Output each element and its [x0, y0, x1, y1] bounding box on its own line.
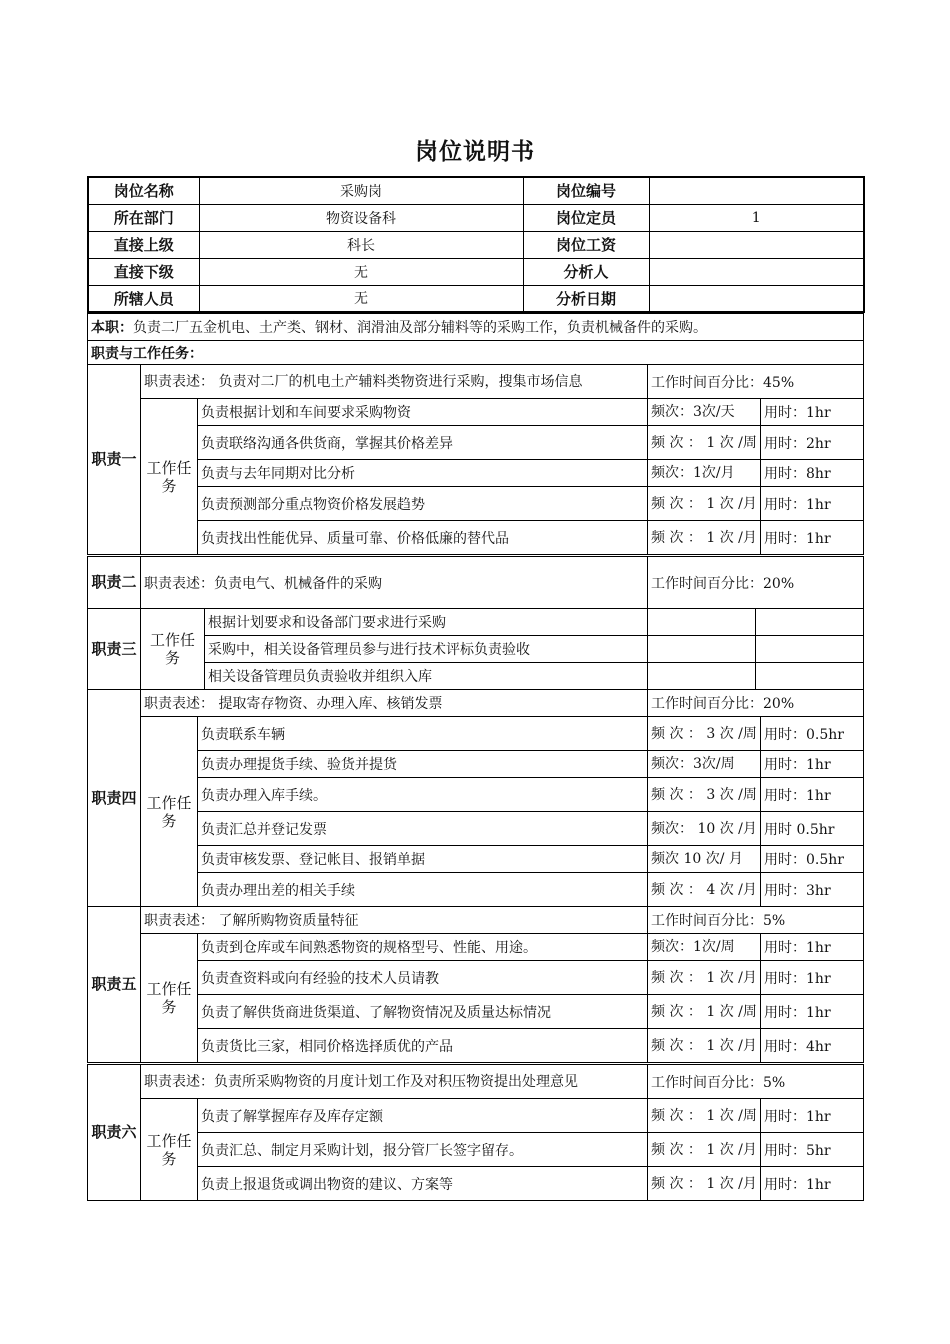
duty-1-task-5-time: 用时：1hr: [761, 521, 864, 555]
duty-4-task-4-time: 用时 0.5hr: [761, 812, 864, 846]
duty-2-percent: 工作时间百分比：20%: [648, 557, 864, 609]
duty-3-task-2-time: [756, 636, 864, 663]
page-title: 岗位说明书: [415, 139, 535, 165]
header-table: [87, 176, 865, 313]
subordinate-value: 无: [199, 258, 523, 285]
duty-1-task-3-time: 用时：8hr: [761, 460, 864, 487]
staff-label: 所辖人员: [88, 285, 199, 312]
duty-1-task-3: 负责与去年同期对比分析: [198, 460, 648, 487]
duty-6-task-1-time: 用时：1hr: [761, 1099, 864, 1133]
duty-4-task-6-time: 用时：3hr: [761, 873, 864, 907]
duty-5-task-4-freq: 频 次 ： 1 次 /月: [648, 1029, 761, 1063]
duty-4-task-2-time: 用时：1hr: [761, 751, 864, 778]
duty-4-task-4-freq: 频次： 10 次 /月: [648, 812, 761, 846]
duty-4-task-5: 负责审核发票、登记帐目、报销单据: [198, 846, 648, 873]
duty-4-task-1-freq: 频 次 ： 3 次 /周: [648, 717, 761, 751]
duty-6: [87, 1064, 864, 1201]
duty-6-percent: 工作时间百分比：5%: [648, 1065, 864, 1099]
duty-1-percent: 工作时间百分比：45%: [648, 365, 864, 399]
duty-6-statement: 职责表述：负责所采购物资的月度计划工作及对积压物资提出处理意见: [141, 1065, 648, 1099]
duty-6-work-label: 工作任务: [141, 1099, 198, 1201]
duty-1-task-2-freq: 频 次 ： 1 次 /周: [648, 426, 761, 460]
duty-4-task-1-time: 用时：0.5hr: [761, 717, 864, 751]
analysis-date-label: 分析日期: [523, 285, 649, 312]
duty-4-task-3: 负责办理入库手续。: [198, 778, 648, 812]
duty-3-task-3-time: [756, 663, 864, 690]
duty-4-task-1: 负责联系车辆: [198, 717, 648, 751]
position-name-value: 采购岗: [199, 177, 523, 204]
duty-4-task-3-time: 用时：1hr: [761, 778, 864, 812]
duty-5: [87, 906, 864, 1063]
analyst-value: [649, 258, 864, 285]
duty-3-task-2-freq: [648, 636, 756, 663]
duty-6-task-1: 负责了解掌握库存及库存定额: [198, 1099, 648, 1133]
duty-5-task-2-freq: 频 次 ： 1 次 /月: [648, 961, 761, 995]
main-duty-text: 负责二厂五金机电、土产类、钢材、润滑油及部分辅料等的采购工作，负责机械备件的采购。: [133, 320, 707, 336]
headcount-value: 1: [649, 204, 864, 231]
duties-heading: 职责与工作任务：: [88, 341, 864, 365]
staff-value: 无: [199, 285, 523, 312]
duty-6-task-1-freq: 频 次 ： 1 次 /周: [648, 1099, 761, 1133]
headcount-label: 岗位定员: [523, 204, 649, 231]
duty-3-task-1-time: [756, 609, 864, 636]
duty-4-work-label: 工作任务: [141, 717, 198, 907]
duty-6-task-2-time: 用时：5hr: [761, 1133, 864, 1167]
duty-1-task-5: 负责找出性能优异、质量可靠、价格低廉的替代品: [198, 521, 648, 555]
duty-6-task-3-freq: 频 次 ： 1 次 /月: [648, 1167, 761, 1201]
main-duty-label: 本职：: [91, 320, 133, 336]
duty-1-task-3-freq: 频次：1次/月: [648, 460, 761, 487]
duty-4: [87, 689, 864, 907]
duty-6-task-2: 负责汇总、制定月采购计划，报分管厂长签字留存。: [198, 1133, 648, 1167]
duty-5-task-3-time: 用时：1hr: [761, 995, 864, 1029]
salary-label: 岗位工资: [523, 231, 649, 258]
duty-4-percent: 工作时间百分比：20%: [648, 690, 864, 717]
duty-5-task-1-freq: 频次：1次/周: [648, 934, 761, 961]
duty-1-task-4: 负责预测部分重点物资价格发展趋势: [198, 487, 648, 521]
duty-5-label: 职责五: [88, 907, 141, 1063]
duty-4-task-5-time: 用时：0.5hr: [761, 846, 864, 873]
department-value: 物资设备科: [199, 204, 523, 231]
duty-6-task-3-time: 用时：1hr: [761, 1167, 864, 1201]
duty-4-task-4: 负责汇总并登记发票: [198, 812, 648, 846]
duty-5-task-2: 负责查资料或向有经验的技术人员请教: [198, 961, 648, 995]
duty-3-task-3-freq: [648, 663, 756, 690]
duty-1-task-4-time: 用时：1hr: [761, 487, 864, 521]
department-label: 所在部门: [88, 204, 199, 231]
duty-3-task-3: 相关设备管理员负责验收并组织入库: [205, 663, 648, 690]
duty-3-task-1: 根据计划要求和设备部门要求进行采购: [205, 609, 648, 636]
duty-1-label: 职责一: [88, 365, 141, 555]
duty-3: [87, 608, 864, 690]
duty-6-task-2-freq: 频 次 ： 1 次 /月: [648, 1133, 761, 1167]
duty-5-task-4: 负责货比三家，相同价格选择质优的产品: [198, 1029, 648, 1063]
subordinate-label: 直接下级: [88, 258, 199, 285]
duty-6-task-3: 负责上报退货或调出物资的建议、方案等: [198, 1167, 648, 1201]
duty-4-label: 职责四: [88, 690, 141, 907]
duty-1-task-1-time: 用时：1hr: [761, 399, 864, 426]
superior-label: 直接上级: [88, 231, 199, 258]
duty-5-work-label: 工作任务: [141, 934, 198, 1063]
analyst-label: 分析人: [523, 258, 649, 285]
superior-value: 科长: [199, 231, 523, 258]
duty-1-task-5-freq: 频 次 ： 1 次 /月: [648, 521, 761, 555]
duty-3-label: 职责三: [88, 609, 141, 690]
duty-5-statement: 职责表述： 了解所购物资质量特征: [141, 907, 648, 934]
duty-5-task-1: 负责到仓库或车间熟悉物资的规格型号、性能、用途。: [198, 934, 648, 961]
main-duty-table: [87, 313, 864, 365]
main-duty-row: [88, 314, 864, 341]
analysis-date-value: [649, 285, 864, 312]
duty-4-statement: 职责表述： 提取寄存物资、办理入库、核销发票: [141, 690, 648, 717]
duty-5-task-1-time: 用时：1hr: [761, 934, 864, 961]
duty-1-task-4-freq: 频 次 ： 1 次 /月: [648, 487, 761, 521]
duty-5-task-4-time: 用时：4hr: [761, 1029, 864, 1063]
duty-3-work-label: 工作任务: [141, 609, 205, 690]
salary-value: [649, 231, 864, 258]
duty-2-label: 职责二: [88, 557, 141, 609]
position-no-label: 岗位编号: [523, 177, 649, 204]
duty-5-task-3-freq: 频 次 ： 1 次 /周: [648, 995, 761, 1029]
duty-5-task-2-time: 用时：1hr: [761, 961, 864, 995]
duty-1-statement: 职责表述： 负责对二厂的机电土产辅料类物资进行采购，搜集市场信息: [141, 365, 648, 399]
duty-2-statement: 职责表述：负责电气、机械备件的采购: [141, 557, 648, 609]
duty-4-task-6-freq: 频 次 ： 4 次 /月: [648, 873, 761, 907]
duty-3-task-1-freq: [648, 609, 756, 636]
duty-1-work-label: 工作任务: [141, 399, 198, 555]
duty-4-task-5-freq: 频次 10 次/ 月: [648, 846, 761, 873]
duty-3-task-2: 采购中，相关设备管理员参与进行技术评标负责验收: [205, 636, 648, 663]
duty-1-task-1: 负责根据计划和车间要求采购物资: [198, 399, 648, 426]
duty-1-task-2-time: 用时：2hr: [761, 426, 864, 460]
duty-4-task-3-freq: 频 次 ： 3 次 /周: [648, 778, 761, 812]
duty-4-task-2-freq: 频次：3次/周: [648, 751, 761, 778]
duty-1: [87, 364, 864, 555]
position-no-value: [649, 177, 864, 204]
duty-5-task-3: 负责了解供货商进货渠道、了解物资情况及质量达标情况: [198, 995, 648, 1029]
duty-1-task-1-freq: 频次：3次/天: [648, 399, 761, 426]
duty-4-task-6: 负责办理出差的相关手续: [198, 873, 648, 907]
duty-4-task-2: 负责办理提货手续、验货并提货: [198, 751, 648, 778]
duty-2: [87, 556, 864, 609]
duty-5-percent: 工作时间百分比：5%: [648, 907, 864, 934]
duty-1-task-2: 负责联络沟通各供货商，掌握其价格差异: [198, 426, 648, 460]
position-name-label: 岗位名称: [88, 177, 199, 204]
duty-6-label: 职责六: [88, 1065, 141, 1201]
